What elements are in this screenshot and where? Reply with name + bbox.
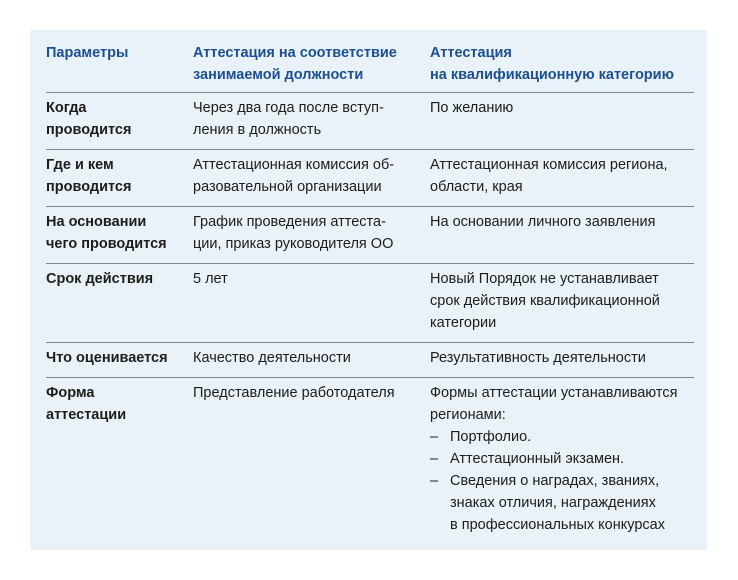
row-category-value <box>430 378 694 544</box>
category-forms-intro: Формы аттестации устанавливаются регионами: <box>430 385 678 423</box>
row-param: Когда проводится <box>46 100 132 138</box>
table-row <box>46 378 694 544</box>
row-category-value: На основании личного заявления <box>430 214 656 230</box>
row-param: На основании чего проводится <box>46 214 167 252</box>
list-item <box>430 470 694 536</box>
header-parameters: Параметры <box>46 45 129 61</box>
row-param: Что оценивается <box>46 350 168 366</box>
header-category-attestation: Аттестация на квалификационную категорию <box>430 45 674 83</box>
row-param: Форма аттестации <box>46 385 127 423</box>
row-category-value: По желанию <box>430 100 514 116</box>
list-item-text: Сведения о наградах, званиях, знаках отличия, награждениях в профессиональных конкурсах <box>450 473 665 533</box>
table-row <box>46 343 694 378</box>
header-position-attestation: Аттестация на соответствие занимаемой должности <box>193 45 397 83</box>
list-item-text: Аттестационный экзамен. <box>450 451 625 467</box>
list-item <box>430 448 694 470</box>
list-dash: – <box>430 429 439 445</box>
row-category-value: Новый Порядок не устанавливает срок действия квалификационной категории <box>430 271 660 331</box>
row-param: Срок действия <box>46 271 154 287</box>
row-param: Где и кем проводится <box>46 157 132 195</box>
list-dash: – <box>430 451 439 467</box>
row-position-value: График проведения аттеста- ции, приказ руководителя ОО <box>193 214 394 252</box>
table-panel <box>30 30 707 550</box>
comparison-table <box>46 38 694 544</box>
row-category-value: Аттестационная комиссия региона, области, края <box>430 157 668 195</box>
list-item-text: Портфолио. <box>450 429 532 445</box>
list-item <box>430 426 694 448</box>
row-category-value: Результативность деятельности <box>430 350 646 366</box>
table-row <box>46 264 694 343</box>
table-row <box>46 150 694 207</box>
table-row <box>46 207 694 264</box>
row-position-value: Представление работодателя <box>193 385 395 401</box>
table-header-row <box>46 38 694 93</box>
list-dash: – <box>430 473 439 489</box>
row-position-value: Качество деятельности <box>193 350 351 366</box>
row-position-value: Через два года после вступ- ления в должность <box>193 100 384 138</box>
row-position-value: Аттестационная комиссия об- разовательной организации <box>193 157 395 195</box>
row-position-value: 5 лет <box>193 271 228 287</box>
table-row <box>46 93 694 150</box>
